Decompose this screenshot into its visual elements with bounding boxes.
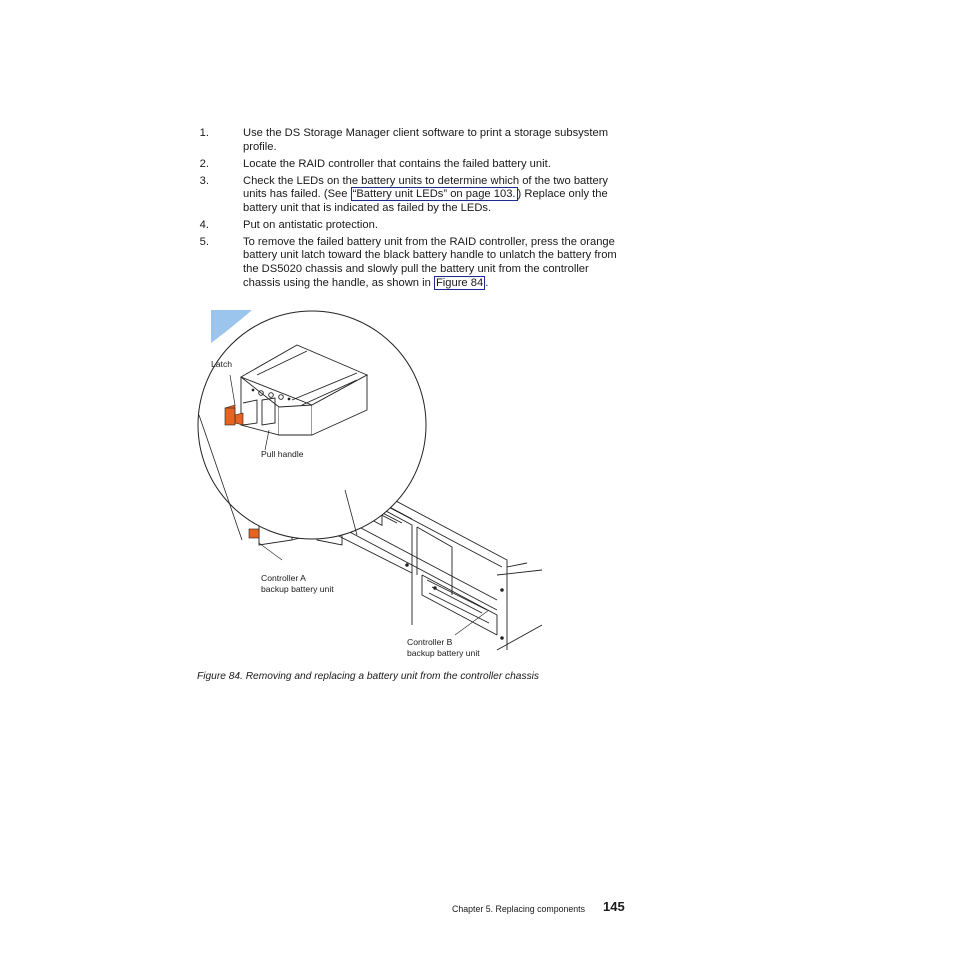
step-text-after: . [485,276,489,289]
step-4 [197,219,627,233]
page-number: 145 [603,899,625,914]
step-text-before: To remove the failed battery unit from the RAID controller, press the orange battery unit latch toward the black battery handle to unlatch the battery from the DS5020 chassis and slowly pull the battery unit from the controller chassis using the handle, as shown in [243,235,617,289]
figure-84-link[interactable]: Figure 84 [435,276,484,289]
figure-caption: Figure 84. Removing and replacing a battery unit from the controller chassis [197,671,540,682]
step-text: Put on antistatic protection. [243,218,378,231]
step-text-before: Check the LEDs on the battery units to determine which of the two battery units has failed. (See [243,174,609,201]
latch-callout: Latch [211,359,233,369]
battery-illustration [197,305,557,665]
pull-handle-callout: Pull handle [261,449,304,459]
step-5 [197,236,627,290]
step-text-after: ) Replace only the battery unit that is indicated as failed by the LEDs. [243,188,608,214]
step-number: 1. [199,127,209,139]
battery-removal-figure [197,305,557,665]
footer-chapter-title: Chapter 5. Replacing components [452,904,586,914]
procedure-steps [197,127,627,293]
controller-b-callout-line1: Controller B [407,637,453,647]
step-number: 3. [199,174,209,187]
step-2 [197,158,627,172]
small-latch-icon [249,529,259,538]
controller-a-callout-line2: backup battery unit [261,584,334,594]
step-1 [197,127,627,154]
step-number: 4. [199,218,209,231]
controller-a-callout-line1: Controller A [261,573,306,583]
step-number: 5. [199,235,209,248]
step-number: 2. [199,157,209,170]
controller-b-callout-line2: backup battery unit [407,648,480,658]
step-3 [197,175,627,216]
battery-unit-leds-link[interactable]: “Battery unit LEDs” on page 103. [352,188,516,201]
step-text: Locate the RAID controller that contains the failed battery unit. [243,157,551,170]
step-text: Use the DS Storage Manager client software to print a storage subsystem profile. [243,127,609,153]
